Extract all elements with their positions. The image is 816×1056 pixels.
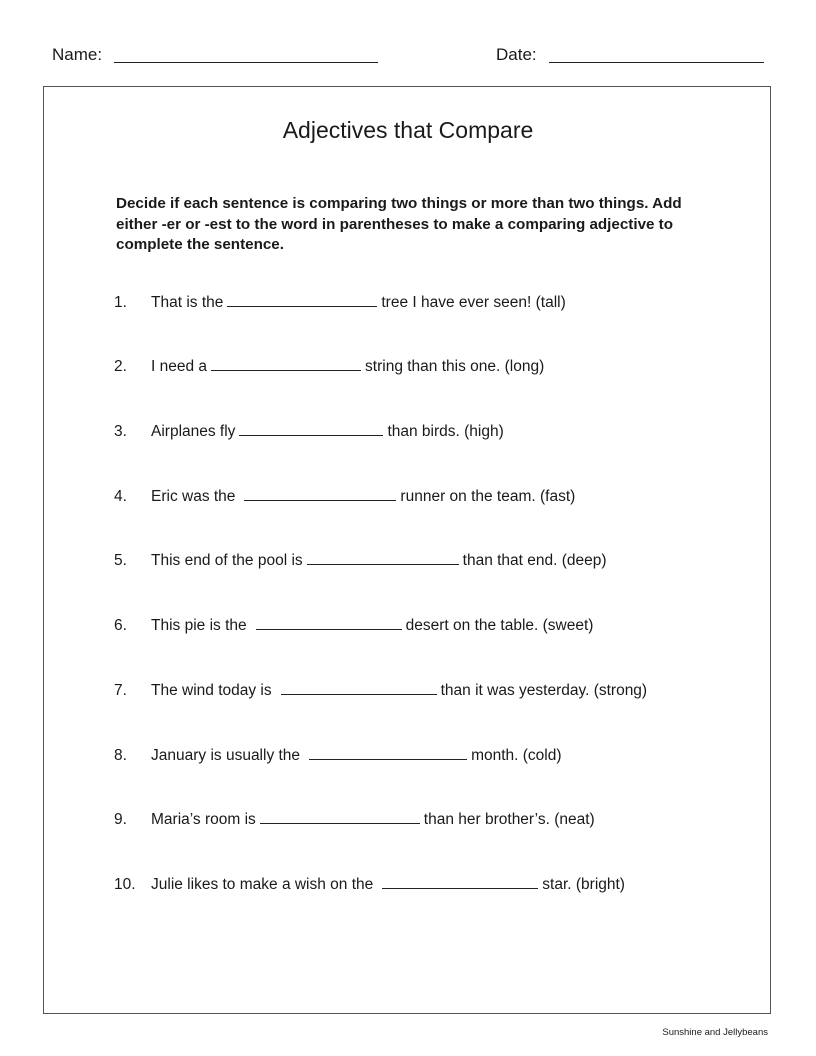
question-text-before: This end of the pool is — [151, 552, 303, 569]
question-text-before: Julie likes to make a wish on the — [151, 876, 374, 893]
answer-blank[interactable] — [244, 499, 396, 501]
question-text-after: than that end. (deep) — [462, 552, 607, 569]
name-label: Name: — [52, 45, 103, 64]
date-label: Date: — [496, 45, 537, 64]
answer-blank[interactable] — [382, 887, 538, 889]
name-field[interactable] — [114, 62, 378, 63]
date-field[interactable] — [549, 62, 764, 63]
question-text-before: January is usually the — [151, 747, 301, 764]
question-text-before: Maria’s room is — [151, 811, 256, 828]
question-text-after: than birds. (high) — [387, 423, 504, 440]
footer-credit: Sunshine and Jellybeans — [662, 1027, 768, 1038]
question-text-before: This pie is the — [151, 617, 247, 634]
question-text-after: than it was yesterday. (strong) — [440, 682, 648, 699]
answer-blank[interactable] — [307, 563, 459, 565]
question-text-after: month. (cold) — [471, 747, 562, 764]
answer-blank[interactable] — [309, 758, 467, 760]
question-number: 10. — [114, 876, 136, 893]
instructions: Decide if each sentence is comparing two things or more than two things. Add either -er or -est to the word in parentheses to make a comparing adjective to complete the sentence. — [116, 195, 682, 253]
question-number: 2. — [114, 358, 127, 375]
question-text-after: tree I have ever seen! (tall) — [381, 294, 566, 311]
question-number: 9. — [114, 811, 127, 828]
question-text-after: string than this one. (long) — [365, 358, 545, 375]
question-number: 5. — [114, 552, 127, 569]
question-text-before: That is the — [151, 294, 224, 311]
page-title: Adjectives that Compare — [282, 117, 534, 143]
question-number: 1. — [114, 294, 127, 311]
question-text-after: than her brother’s. (neat) — [423, 811, 595, 828]
answer-blank[interactable] — [260, 822, 420, 824]
question-text-before: I need a — [151, 358, 208, 375]
answer-blank[interactable] — [227, 305, 377, 307]
question-number: 6. — [114, 617, 127, 634]
question-text-before: The wind today is — [151, 682, 272, 699]
question-number: 7. — [114, 682, 127, 699]
question-text-after: runner on the team. (fast) — [400, 488, 576, 505]
answer-blank[interactable] — [281, 693, 437, 695]
answer-blank[interactable] — [211, 369, 361, 371]
question-text-after: star. (bright) — [542, 876, 625, 893]
question-text-before: Eric was the — [151, 488, 236, 505]
answer-blank[interactable] — [239, 434, 383, 436]
question-number: 8. — [114, 747, 127, 764]
question-number: 3. — [114, 423, 127, 440]
answer-blank[interactable] — [256, 628, 402, 630]
question-text-after: desert on the table. (sweet) — [405, 617, 594, 634]
question-text-before: Airplanes fly — [151, 423, 236, 440]
question-number: 4. — [114, 488, 127, 505]
